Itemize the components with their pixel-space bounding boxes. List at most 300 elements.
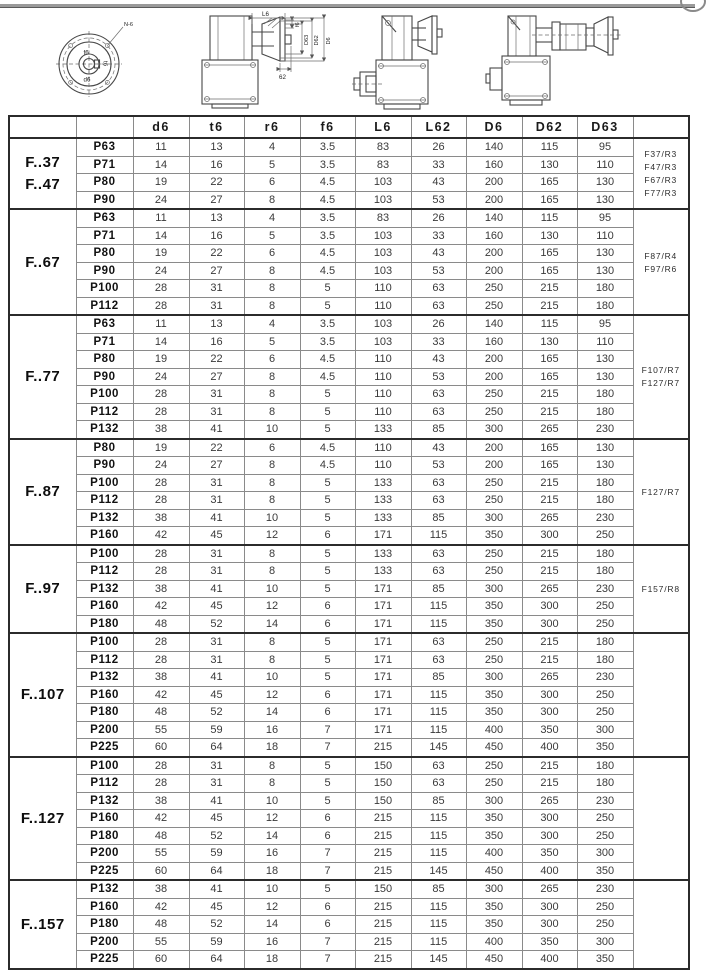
value-cell: 140 (466, 315, 522, 333)
value-cell: 230 (577, 792, 633, 810)
value-cell: 103 (355, 227, 411, 245)
value-cell: 115 (411, 916, 466, 934)
table-row (9, 545, 689, 563)
column-header-d6: d6 (133, 116, 189, 138)
value-cell: 350 (466, 827, 522, 845)
value-cell: 38 (133, 880, 189, 898)
value-cell: 215 (522, 757, 577, 775)
motor-size-cell: P200 (76, 933, 133, 951)
value-cell: 41 (189, 792, 244, 810)
value-cell: 10 (244, 580, 300, 598)
column-header-r6: r6 (244, 116, 300, 138)
value-cell: 133 (355, 492, 411, 510)
table-row (9, 615, 689, 633)
value-cell: 180 (577, 563, 633, 581)
value-cell: 230 (577, 669, 633, 687)
value-cell: 45 (189, 686, 244, 704)
value-cell: 180 (577, 403, 633, 421)
value-cell: 115 (411, 845, 466, 863)
value-cell: 64 (189, 951, 244, 969)
value-cell: 43 (411, 351, 466, 369)
motor-size-cell: P112 (76, 403, 133, 421)
value-cell: 133 (355, 545, 411, 563)
table-row (9, 739, 689, 757)
value-cell: 215 (355, 933, 411, 951)
table-row (9, 351, 689, 369)
value-cell: 130 (577, 351, 633, 369)
table-row (9, 810, 689, 828)
value-cell: 45 (189, 810, 244, 828)
table-row (9, 227, 689, 245)
table-row (9, 580, 689, 598)
value-cell: 4.5 (300, 245, 355, 263)
motor-size-cell: P71 (76, 227, 133, 245)
value-cell: 12 (244, 598, 300, 616)
D6-dim-label: D6 (326, 37, 332, 45)
value-cell: 31 (189, 386, 244, 404)
value-cell: 45 (189, 598, 244, 616)
value-cell: 11 (133, 315, 189, 333)
table-row (9, 757, 689, 775)
motor-size-cell: P63 (76, 138, 133, 156)
value-cell: 16 (189, 333, 244, 351)
corner-graphic-fragment (680, 0, 706, 12)
value-cell: 83 (355, 209, 411, 227)
value-cell: 250 (466, 633, 522, 651)
value-cell: 4.5 (300, 368, 355, 386)
value-cell: 7 (300, 739, 355, 757)
value-cell: 300 (522, 916, 577, 934)
value-cell: 31 (189, 775, 244, 793)
figure-gear-unit-flange (352, 12, 477, 112)
value-cell: 7 (300, 951, 355, 969)
value-cell: 31 (189, 297, 244, 315)
table-row (9, 775, 689, 793)
value-cell: 215 (355, 739, 411, 757)
value-cell: 250 (466, 474, 522, 492)
value-cell: 13 (189, 138, 244, 156)
value-cell: 250 (466, 297, 522, 315)
value-cell: 400 (466, 933, 522, 951)
value-cell: 42 (133, 598, 189, 616)
value-cell: 165 (522, 368, 577, 386)
motor-size-cell: P132 (76, 509, 133, 527)
value-cell: 14 (244, 615, 300, 633)
value-cell: 300 (466, 580, 522, 598)
value-cell: 83 (355, 156, 411, 174)
value-cell: 85 (411, 880, 466, 898)
value-cell: 4 (244, 138, 300, 156)
value-cell: 41 (189, 421, 244, 439)
table-row (9, 509, 689, 527)
value-cell: 110 (355, 297, 411, 315)
value-cell: 52 (189, 615, 244, 633)
table-row (9, 651, 689, 669)
table-row (9, 474, 689, 492)
value-cell: 63 (411, 775, 466, 793)
table-row (9, 457, 689, 475)
combination-notes: F127/R7 (633, 439, 689, 545)
value-cell: 140 (466, 138, 522, 156)
value-cell: 215 (522, 545, 577, 563)
value-cell: 6 (244, 245, 300, 263)
value-cell: 7 (300, 862, 355, 880)
value-cell: 300 (466, 421, 522, 439)
value-cell: 115 (411, 721, 466, 739)
value-cell: 250 (466, 757, 522, 775)
value-cell: 110 (355, 386, 411, 404)
value-cell: 5 (300, 563, 355, 581)
value-cell: 180 (577, 775, 633, 793)
value-cell: 83 (355, 138, 411, 156)
value-cell: 63 (411, 492, 466, 510)
column-header-L62: L62 (411, 116, 466, 138)
value-cell: 180 (577, 474, 633, 492)
value-cell: 85 (411, 580, 466, 598)
value-cell: 55 (133, 721, 189, 739)
value-cell: 145 (411, 739, 466, 757)
value-cell: 63 (411, 474, 466, 492)
value-cell: 265 (522, 580, 577, 598)
value-cell: 350 (466, 686, 522, 704)
column-header-L6: L6 (355, 116, 411, 138)
value-cell: 215 (355, 916, 411, 934)
value-cell: 5 (300, 297, 355, 315)
value-cell: 250 (577, 686, 633, 704)
value-cell: 103 (355, 174, 411, 192)
table-body (9, 138, 689, 969)
value-cell: 6 (300, 810, 355, 828)
value-cell: 19 (133, 439, 189, 457)
value-cell: 31 (189, 545, 244, 563)
D63-dim-label: D63 (304, 34, 310, 45)
value-cell: 43 (411, 174, 466, 192)
motor-size-cell: P63 (76, 209, 133, 227)
value-cell: 110 (577, 333, 633, 351)
value-cell: 3.5 (300, 209, 355, 227)
value-cell: 5 (300, 880, 355, 898)
value-cell: 24 (133, 457, 189, 475)
value-cell: 5 (300, 757, 355, 775)
value-cell: 180 (577, 757, 633, 775)
value-cell: 52 (189, 827, 244, 845)
combination-notes: F107/R7 F127/R7 (633, 315, 689, 439)
value-cell: 130 (577, 368, 633, 386)
value-cell: 265 (522, 509, 577, 527)
table-row (9, 704, 689, 722)
column-header-f6: f6 (300, 116, 355, 138)
value-cell: 33 (411, 156, 466, 174)
value-cell: 133 (355, 509, 411, 527)
value-cell: 300 (466, 669, 522, 687)
motor-size-cell: P112 (76, 563, 133, 581)
value-cell: 165 (522, 262, 577, 280)
value-cell: 8 (244, 757, 300, 775)
value-cell: 12 (244, 686, 300, 704)
value-cell: 215 (355, 898, 411, 916)
value-cell: 115 (411, 598, 466, 616)
value-cell: 200 (466, 351, 522, 369)
value-cell: 6 (244, 439, 300, 457)
value-cell: 180 (577, 297, 633, 315)
motor-size-cell: P160 (76, 898, 133, 916)
value-cell: 130 (577, 191, 633, 209)
value-cell: 7 (300, 845, 355, 863)
value-cell: 8 (244, 368, 300, 386)
motor-size-cell: P100 (76, 280, 133, 298)
value-cell: 4.5 (300, 457, 355, 475)
value-cell: 55 (133, 845, 189, 863)
value-cell: 300 (577, 933, 633, 951)
value-cell: 31 (189, 280, 244, 298)
motor-size-cell: P225 (76, 951, 133, 969)
value-cell: 133 (355, 421, 411, 439)
combination-notes (633, 880, 689, 969)
value-cell: 300 (522, 810, 577, 828)
motor-size-cell: P100 (76, 633, 133, 651)
value-cell: 4.5 (300, 174, 355, 192)
value-cell: 165 (522, 439, 577, 457)
value-cell: 10 (244, 669, 300, 687)
value-cell: 16 (244, 933, 300, 951)
value-cell: 8 (244, 386, 300, 404)
value-cell: 215 (355, 827, 411, 845)
value-cell: 5 (300, 280, 355, 298)
value-cell: 200 (466, 368, 522, 386)
value-cell: 150 (355, 792, 411, 810)
motor-size-cell: P112 (76, 492, 133, 510)
value-cell: 215 (522, 474, 577, 492)
table-row (9, 898, 689, 916)
value-cell: 6 (300, 916, 355, 934)
combination-notes (633, 633, 689, 757)
value-cell: 28 (133, 563, 189, 581)
value-cell: 6 (300, 898, 355, 916)
value-cell: 130 (522, 333, 577, 351)
value-cell: 60 (133, 951, 189, 969)
value-cell: 42 (133, 686, 189, 704)
value-cell: 5 (300, 580, 355, 598)
motor-size-cell: P90 (76, 368, 133, 386)
value-cell: 8 (244, 262, 300, 280)
value-cell: 300 (522, 598, 577, 616)
value-cell: 95 (577, 138, 633, 156)
value-cell: 110 (355, 457, 411, 475)
motor-size-cell: P112 (76, 297, 133, 315)
value-cell: 180 (577, 280, 633, 298)
value-cell: 7 (300, 721, 355, 739)
value-cell: 42 (133, 810, 189, 828)
value-cell: 215 (522, 775, 577, 793)
value-cell: 31 (189, 563, 244, 581)
value-cell: 350 (466, 598, 522, 616)
motor-size-cell: P90 (76, 262, 133, 280)
value-cell: 63 (411, 757, 466, 775)
value-cell: 5 (300, 386, 355, 404)
column-header-D63: D63 (577, 116, 633, 138)
table-row (9, 368, 689, 386)
table-row (9, 563, 689, 581)
value-cell: 180 (577, 386, 633, 404)
value-cell: 10 (244, 880, 300, 898)
value-cell: 19 (133, 351, 189, 369)
value-cell: 400 (466, 721, 522, 739)
value-cell: 95 (577, 209, 633, 227)
value-cell: 43 (411, 245, 466, 263)
value-cell: 45 (189, 898, 244, 916)
table-row (9, 333, 689, 351)
value-cell: 27 (189, 457, 244, 475)
table-row (9, 792, 689, 810)
group-label: F..77 (9, 315, 76, 439)
value-cell: 5 (244, 156, 300, 174)
value-cell: 64 (189, 739, 244, 757)
value-cell: 250 (577, 810, 633, 828)
value-cell: 180 (577, 633, 633, 651)
value-cell: 12 (244, 810, 300, 828)
value-cell: 12 (244, 527, 300, 545)
value-cell: 180 (577, 492, 633, 510)
value-cell: 300 (522, 615, 577, 633)
value-cell: 27 (189, 368, 244, 386)
value-cell: 350 (522, 721, 577, 739)
value-cell: 215 (355, 951, 411, 969)
value-cell: 230 (577, 509, 633, 527)
d6-dim-label: d6 (83, 76, 91, 84)
value-cell: 42 (133, 527, 189, 545)
value-cell: 18 (244, 739, 300, 757)
value-cell: 28 (133, 297, 189, 315)
value-cell: 350 (522, 845, 577, 863)
value-cell: 31 (189, 474, 244, 492)
value-cell: 200 (466, 174, 522, 192)
table-row (9, 492, 689, 510)
value-cell: 115 (411, 686, 466, 704)
value-cell: 31 (189, 492, 244, 510)
value-cell: 41 (189, 509, 244, 527)
combination-notes: F37/R3 F47/R3 F67/R3 F77/R3 (633, 138, 689, 209)
f6-side-dim-label: f6 (295, 22, 301, 27)
value-cell: 4 (244, 315, 300, 333)
value-cell: 171 (355, 704, 411, 722)
motor-size-cell: P100 (76, 474, 133, 492)
value-cell: 165 (522, 245, 577, 263)
value-cell: 53 (411, 191, 466, 209)
value-cell: 5 (300, 545, 355, 563)
value-cell: 16 (189, 227, 244, 245)
value-cell: 8 (244, 775, 300, 793)
value-cell: 215 (522, 280, 577, 298)
value-cell: 3.5 (300, 227, 355, 245)
value-cell: 5 (300, 474, 355, 492)
value-cell: 41 (189, 580, 244, 598)
value-cell: 60 (133, 739, 189, 757)
value-cell: 130 (577, 439, 633, 457)
value-cell: 26 (411, 315, 466, 333)
motor-size-cell: P132 (76, 421, 133, 439)
value-cell: 22 (189, 174, 244, 192)
value-cell: 59 (189, 721, 244, 739)
value-cell: 350 (466, 898, 522, 916)
table-row (9, 209, 689, 227)
value-cell: 5 (300, 509, 355, 527)
value-cell: 115 (411, 615, 466, 633)
value-cell: 300 (522, 686, 577, 704)
value-cell: 103 (355, 333, 411, 351)
table-row (9, 527, 689, 545)
value-cell: 400 (522, 951, 577, 969)
hole-callout-label: N-6 (124, 22, 134, 28)
value-cell: 8 (244, 492, 300, 510)
column-header-D6: D6 (466, 116, 522, 138)
combination-notes (633, 757, 689, 881)
value-cell: 14 (244, 916, 300, 934)
value-cell: 130 (577, 457, 633, 475)
value-cell: 24 (133, 191, 189, 209)
motor-size-cell: P80 (76, 174, 133, 192)
value-cell: 250 (577, 615, 633, 633)
value-cell: 171 (355, 598, 411, 616)
value-cell: 3.5 (300, 156, 355, 174)
value-cell: 6 (300, 598, 355, 616)
value-cell: 53 (411, 368, 466, 386)
value-cell: 265 (522, 880, 577, 898)
motor-size-cell: P160 (76, 527, 133, 545)
value-cell: 265 (522, 792, 577, 810)
value-cell: 265 (522, 421, 577, 439)
value-cell: 13 (189, 315, 244, 333)
value-cell: 6 (244, 174, 300, 192)
value-cell: 110 (355, 368, 411, 386)
value-cell: 250 (577, 527, 633, 545)
value-cell: 250 (577, 598, 633, 616)
value-cell: 28 (133, 280, 189, 298)
value-cell: 38 (133, 669, 189, 687)
table-row (9, 633, 689, 651)
value-cell: 215 (522, 633, 577, 651)
value-cell: 250 (466, 563, 522, 581)
motor-size-cell: P80 (76, 351, 133, 369)
value-cell: 171 (355, 615, 411, 633)
value-cell: 14 (133, 333, 189, 351)
value-cell: 52 (189, 704, 244, 722)
combination-notes: F157/R8 (633, 545, 689, 634)
value-cell: 250 (466, 545, 522, 563)
motor-size-cell: P160 (76, 598, 133, 616)
value-cell: 45 (189, 527, 244, 545)
value-cell: 16 (189, 156, 244, 174)
value-cell: 14 (244, 704, 300, 722)
L62-dim-label: 62 (279, 74, 286, 81)
value-cell: 4.5 (300, 351, 355, 369)
value-cell: 115 (411, 810, 466, 828)
table-row (9, 386, 689, 404)
value-cell: 8 (244, 545, 300, 563)
value-cell: 171 (355, 686, 411, 704)
value-cell: 63 (411, 280, 466, 298)
value-cell: 300 (522, 898, 577, 916)
value-cell: 180 (577, 651, 633, 669)
value-cell: 110 (355, 351, 411, 369)
value-cell: 53 (411, 262, 466, 280)
value-cell: 200 (466, 262, 522, 280)
value-cell: 33 (411, 333, 466, 351)
value-cell: 250 (577, 916, 633, 934)
value-cell: 165 (522, 174, 577, 192)
value-cell: 171 (355, 721, 411, 739)
value-cell: 250 (577, 827, 633, 845)
value-cell: 13 (189, 209, 244, 227)
